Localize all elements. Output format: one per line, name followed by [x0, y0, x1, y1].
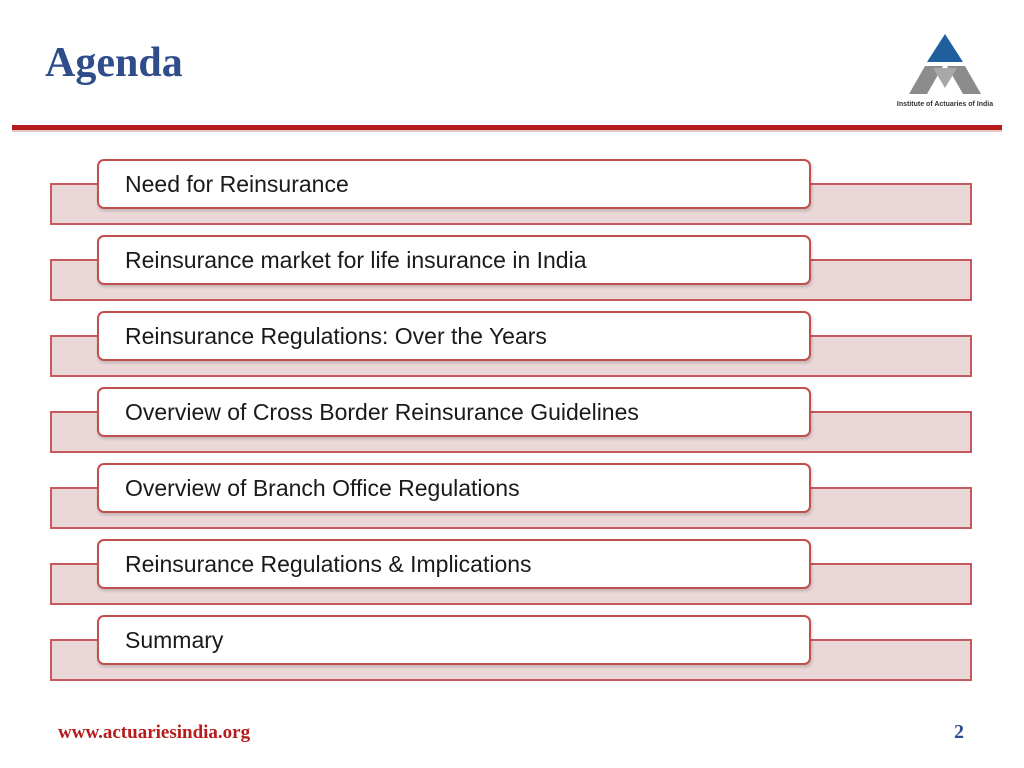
- agenda-item-box: [97, 311, 811, 361]
- agenda-item-label: Reinsurance Regulations: Over the Years: [125, 322, 547, 349]
- footer-website-link[interactable]: www.actuariesindia.org: [58, 722, 251, 743]
- agenda-item-label: Need for Reinsurance: [125, 170, 349, 197]
- agenda-item-box: [97, 387, 811, 437]
- agenda-item: [0, 463, 1024, 533]
- agenda-item: [0, 159, 1024, 229]
- agenda-item-box: [97, 463, 811, 513]
- agenda-item-box: [97, 235, 811, 285]
- agenda-item: [0, 235, 1024, 305]
- agenda-item-label: Summary: [125, 626, 224, 653]
- agenda-item-box: [97, 539, 811, 589]
- agenda-item-box: [97, 615, 811, 665]
- agenda-item-label: Overview of Branch Office Regulations: [125, 474, 520, 501]
- agenda-item: [0, 387, 1024, 457]
- agenda-item-label: Overview of Cross Border Reinsurance Guidelines: [125, 398, 639, 425]
- logo-caption: Institute of Actuaries of India: [896, 101, 994, 108]
- page-title: Agenda: [45, 40, 183, 86]
- agenda-item: [0, 615, 1024, 685]
- agenda-item: [0, 311, 1024, 381]
- agenda-item-box: [97, 159, 811, 209]
- agenda-item-label: Reinsurance Regulations & Implications: [125, 550, 532, 577]
- agenda-item: [0, 539, 1024, 609]
- agenda-item-label: Reinsurance market for life insurance in India: [125, 246, 587, 273]
- page-number: 2: [954, 721, 964, 743]
